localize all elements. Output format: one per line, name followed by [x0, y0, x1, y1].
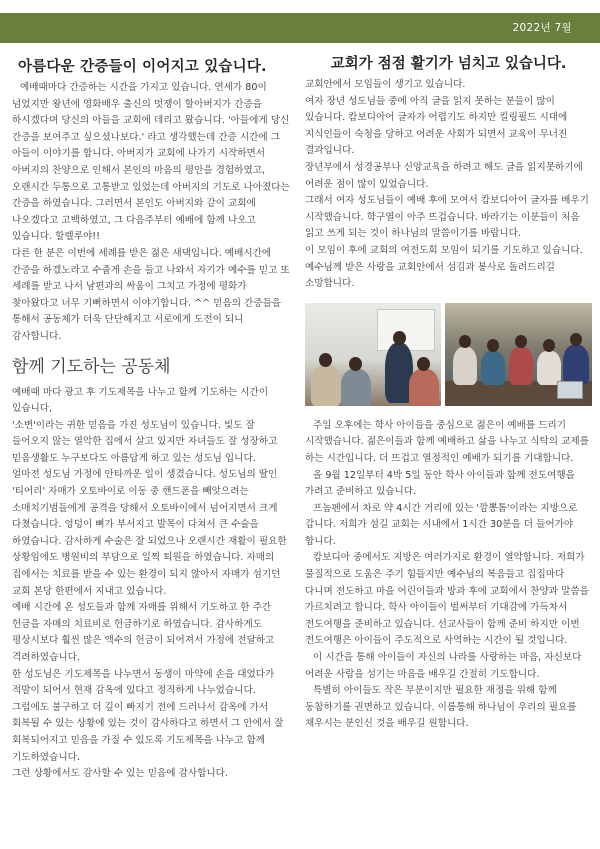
- paragraph: 예배 시간에 온 성도들과 함께 자매를 위해서 기도하고 한 주간 헌금을 자매의 치료비로 헌금하기로 하였습니다. 감사하게도 평상시보다 훨씬 많은 액수의 헌금이 되어져서 가정에 전달하고 격려하였습니다.: [12, 602, 275, 663]
- paragraph: 그래서 여자 성도님들이 예배 후에 모여서 캄보디아어 글자를 배우기 시작했습니다. 학구열이 아주 뜨겁습니다. 바라기는 이분들이 처음 읽고 쓰게 되는 것이 하나님의 말씀이기를 바랍니다.: [305, 195, 589, 240]
- paragraph: 장년부에서 성경공부나 신앙교육을 하려고 해도 글을 읽지못하기에 어려운 점이 많이 있었습니다.: [305, 161, 583, 190]
- paragraph: 한 성도님은 기도제목을 나누면서 동생이 마약에 손을 대었다가 적발이 되어서 현재 감옥에 있다고 정직하게 나누었습니다. 그럼에도 불구하고 더 깊이 빠지기 전에 드러나서 감옥에 가서 회복될 수 있는 상황에 있는 것이 감사하다고 하면서 그 안에서 잘 회복되어지고 믿음을 가질 수 있도록 기도제목을 나누고 함께 기도하였습니다.: [12, 668, 284, 763]
- paragraph: 예배때 마다 광고 후 기도제목을 나누고 함께 기도하는 시간이 있습니다,: [12, 386, 269, 415]
- right-column: [305, 52, 592, 843]
- section-title-testimonies: 아름다운 간증들이 이어지고 있습니다.: [18, 59, 267, 75]
- paragraph: 얼마전 성도님 가정에 안타까운 일이 생겼습니다. 성도님의 딸인 '티어리' 자매가 오토바이로 이동 중 핸드폰을 빼앗으려는 소매치기범들에게 공격을 당해서 오토바이에서 넘어지면서 크게 다쳤습니다. 엉덩이 뼈가 부서지고 발목이 다쳐서 큰 수술을 하였습니다. 감사하게 수술은 잘 되었으나 오랜시간 재활이 필요한 상황임에도 병원비의 부담으로 일찍 퇴원을 하였습니다. 자매의 집에서는 치료를 받을 수 있는 환경이 되지 않아서 자매가 섬기던 교회 본당 한편에서 지내고 있습니다.: [12, 469, 287, 597]
- section-title-church-activity: 교회가 점점 활기가 넘치고 있습니다.: [330, 56, 567, 72]
- photo-literacy-class: [305, 303, 441, 406]
- paragraph: 주일 오후에는 학사 아이들을 중심으로 젊은이 예배를 드리기 시작했습니다. 젊은이들과 함께 예배하고 삶을 나누고 식탁의 교제를 하는 시간입니다. 더 뜨겁고 열정적인 예배가 되기를 기대합니다.: [305, 419, 589, 464]
- paragraph: 특별히 아이들도 작은 부분이지만 필요한 재정을 위해 함께 동참하기를 권면하고 있습니다. 이름통해 하나님이 우리의 필요를 채우시는 분인신 것을 배우길 원합니다.: [305, 685, 577, 730]
- issue-date: 2022년 7월: [512, 22, 572, 34]
- paragraph: 캄보디아 중에서도 지방은 여러가지로 환경이 열악합니다. 저희가 물질적으로 도움은 주기 힘들지만 예수님의 복음들고 집집마다 다니며 전도하고 마을 어린이들과 방과 후에 교회에서 찬양과 말씀을 가르치려고 합니다. 학사 아이들이 벌써부터 기대감에 가득차서 전도여행을 준비하고 있습니다. 선교사들이 함께 준비 하지만 이번 전도여행은 아이들이 주도적으로 사역하는 시간이 될 것입니다.: [305, 552, 589, 647]
- paragraph: 이 시간을 통해 아이들이 자신의 나라를 사랑하는 마음, 자신보다 어려운 사람을 섬기는 마음을 배우길 간절히 기도합니다.: [305, 652, 582, 680]
- paragraph: 교회안에서 모임들이 생기고 있습니다.: [305, 79, 466, 90]
- photo-youth-group: [445, 303, 592, 406]
- paragraph: 예배때마다 간증하는 시간을 가지고 있습니다. 연세가 80이 넘었지만 왕년에 영화배우 출신의 멋쟁이 할아버지가 간증을 하시겠다며 당신의 아들을 교회에 데리고 왔습니다. '아들에게 당신 간증을 보여주고 싶으셨나보다.' 라고 생각했는데 간증 시간에 그 아들이 이야기를 합니다. 아버지가 교회에 나가기 시작하면서 아버지의 찬양으로 인해서 본인의 마음의 평안을 경험하였고, 오랜시간 두통으로 고통받고 있었는데 아버지의 기도로 나아졌다는 간증을 하였습니다. 그러면서 본인도 아버지와 같이 교회에 나오겠다고 고백하였고, 그 다음주부터 예배에 함께 나오고 있습니다. 할렐루야!!: [12, 82, 290, 243]
- left-column: [12, 52, 292, 843]
- paragraph: 그런 상황에서도 감사할 수 있는 믿음에 감사합니다.: [12, 768, 228, 780]
- paragraph: 다른 한 분은 이번에 세례를 받은 젊은 새댁입니다. 예배시간에 간증을 하겠노라고 수줍게 손을 들고 나와서 자기가 예수를 믿고 또 세례를 받고 나서 남편과의 싸움이 그치고 가정에 평화가 찾아왔다고 너무 기뻐하면서 이야기합니다. ^^ 믿음의 간증들을 통해서 공동체가 더욱 단단해지고 서로에게 도전이 되니 감사합니다.: [12, 247, 290, 342]
- paragraph: '소변'이라는 귀한 믿음을 가진 성도님이 있습니다. 빛도 잘 들어오지 않는 열악한 집에서 살고 있지만 자녀들도 잘 성장하고 믿음생활도 누구보다도 아름답게 하고 있는 성도님 입니다.: [12, 419, 278, 464]
- paragraph: 이 모임이 후에 교회의 여전도회 모임이 되기를 기도하고 있습니다.예수님께 받은 사랑을 교회안에서 섬김과 봉사로 돌려드리길 소망합니다.: [305, 244, 583, 290]
- paragraph: 올 9월 12일부터 4박 5일 동안 학사 아이들과 함께 전도여행을 가려고 준비하고 있습니다.: [305, 469, 575, 498]
- header-bar: [0, 13, 600, 43]
- paragraph: 여자 장년 성도님들 중에 아직 글을 읽지 못하는 분들이 많이 있습니다. 캄보디아어 글자가 어렵기도 하지만 킬링필드 시대에 지식인들이 숙청을 당하고 어려운 사회가 되면서 교육이 무너진 결과입니다.: [305, 95, 568, 157]
- paragraph: 프놈펜에서 차로 약 4시간 거리에 있는 '깜뽕톰'이라는 지방으로 갑니다. 저희가 섬길 교회는 시내에서 1시간 30분을 더 들어가야 합니다.: [305, 502, 578, 547]
- section-title-prayer: 함께 기도하는 공동체: [12, 356, 171, 377]
- photo-strip: [305, 303, 592, 406]
